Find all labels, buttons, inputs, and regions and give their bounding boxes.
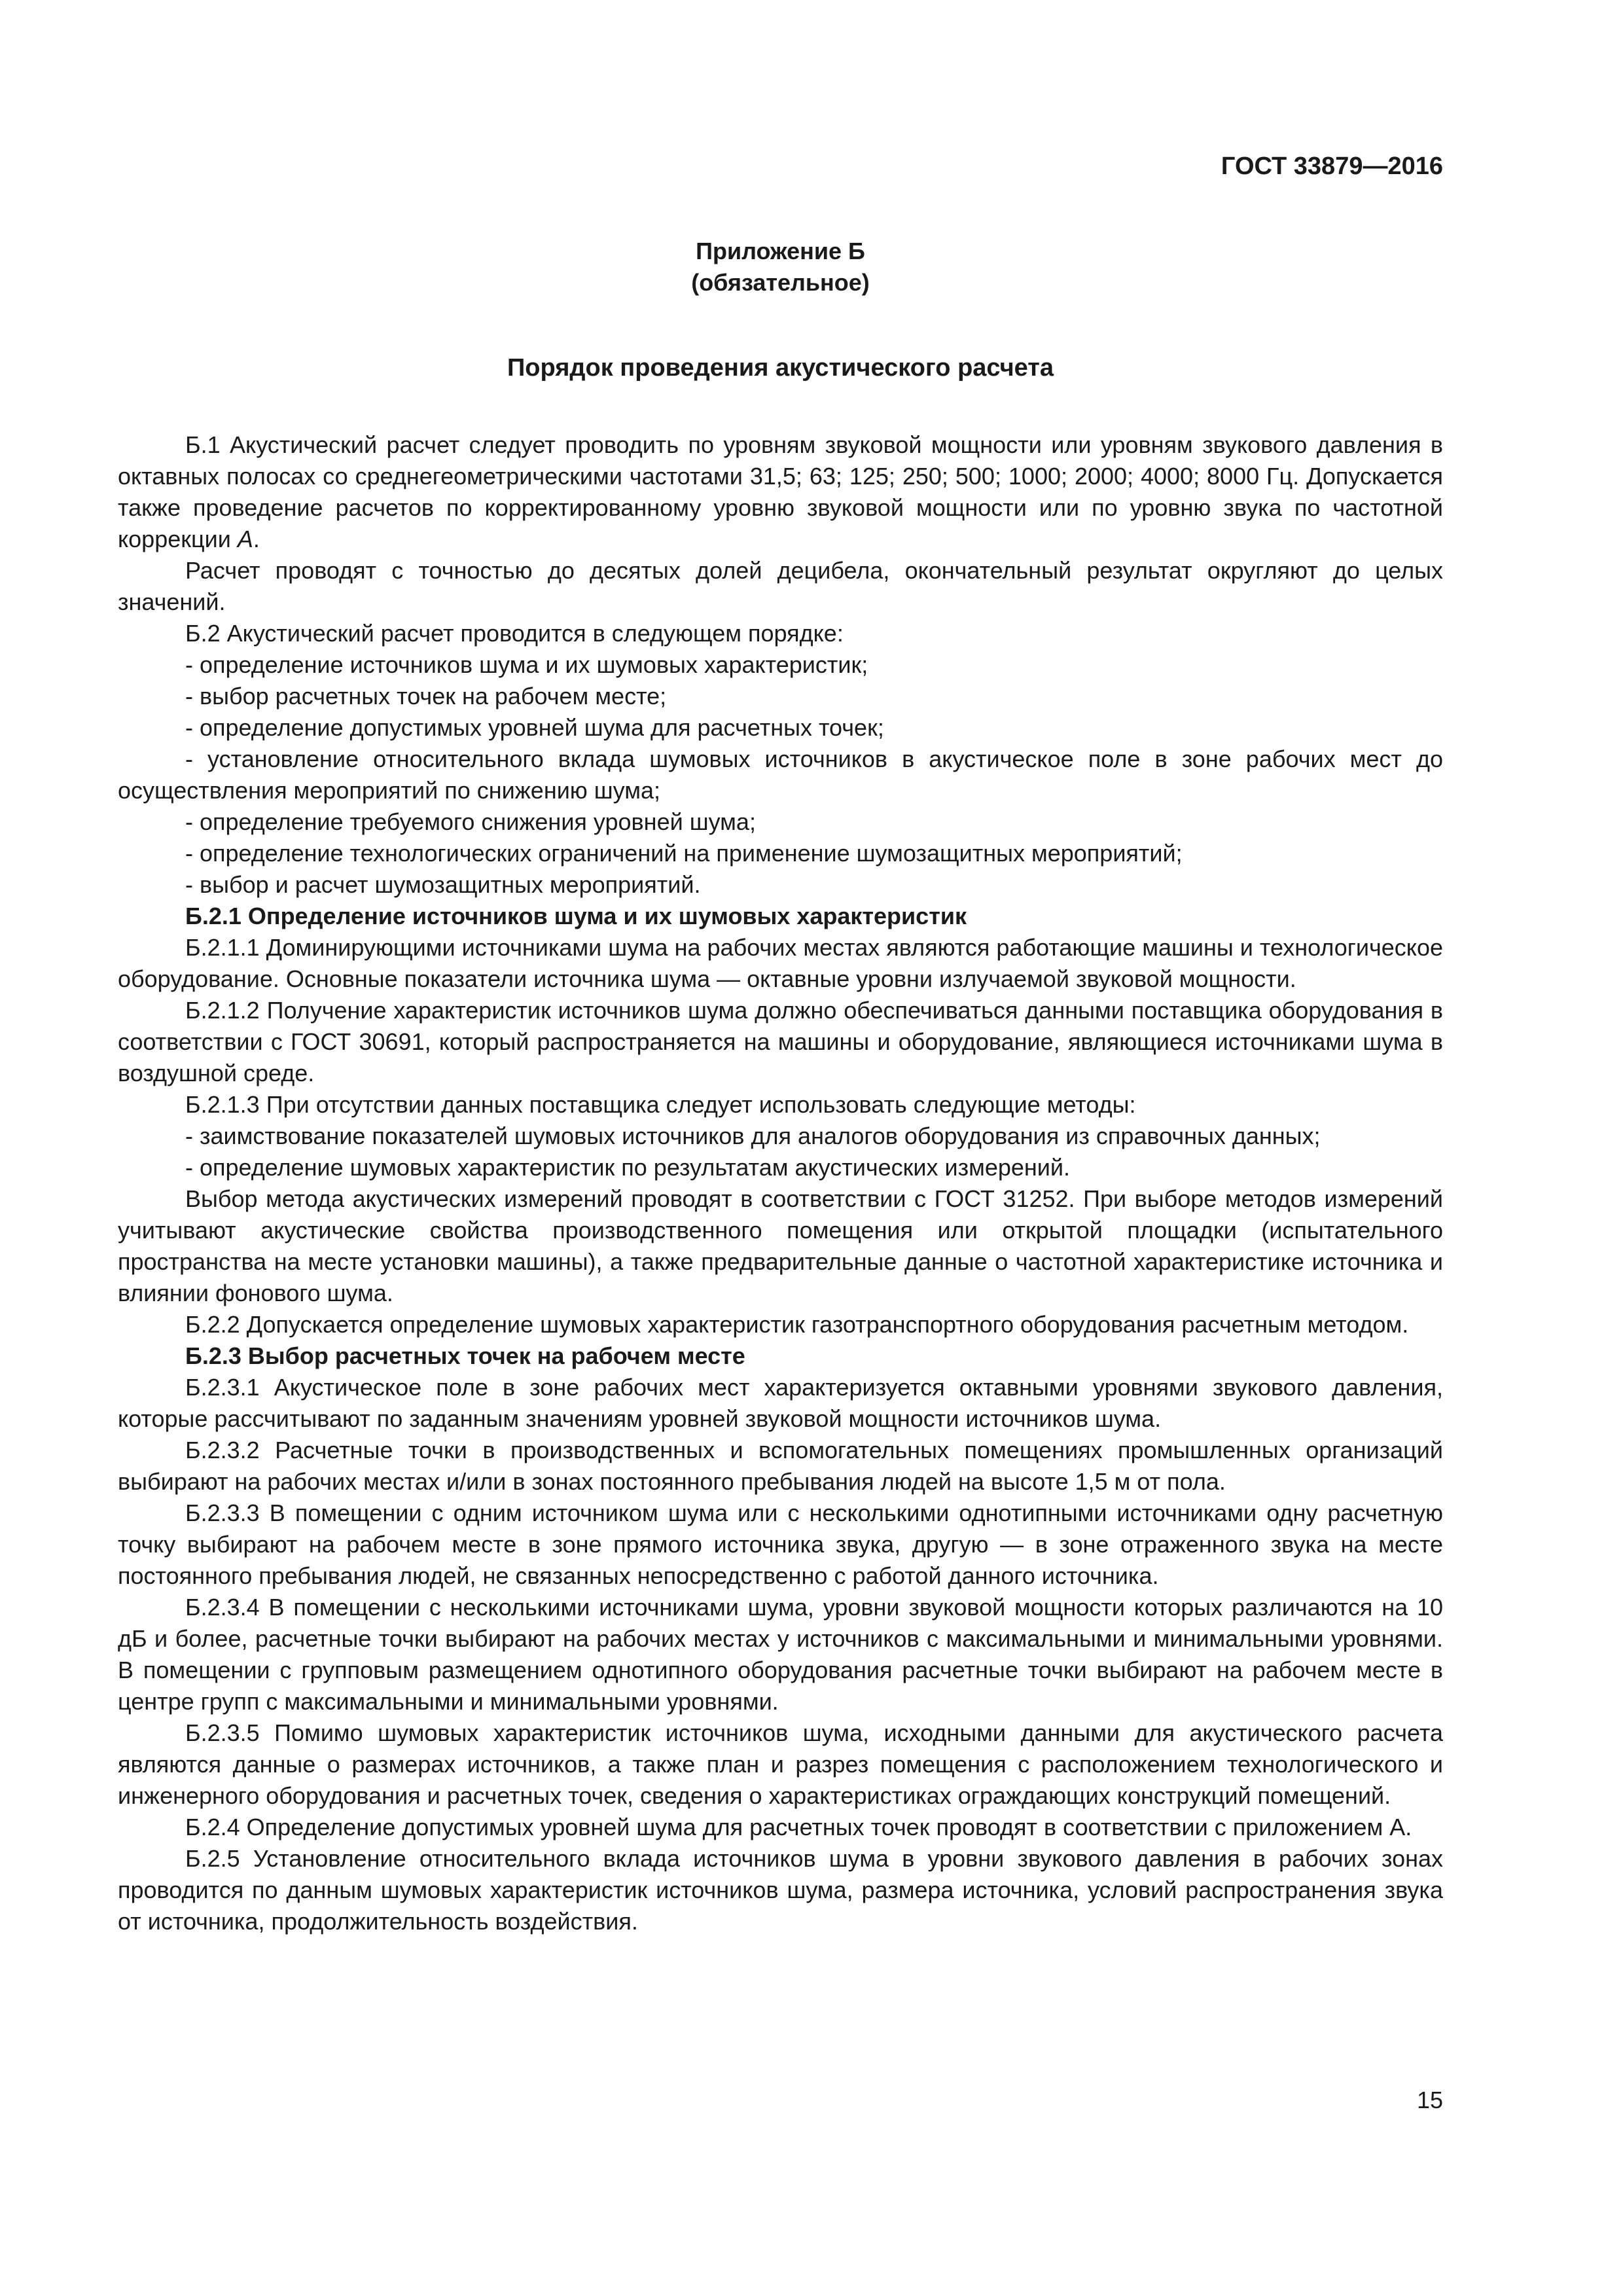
paragraph-b233: Б.2.3.3 В помещении с одним источником шума или с несколькими однотипными источниками одну расчетную точку выбирают на рабочем месте в зоне прямого источника звука, другую — в зоне отраженного звука на месте постоянного пребывания людей, не связанных непосредственно с работой данного источника.	[118, 1499, 1443, 1589]
document-id: ГОСТ 33879—2016	[1221, 152, 1443, 180]
list-item: - определение шумовых характеристик по результатам акустических измерений.	[185, 1154, 1071, 1181]
annex-heading	[118, 236, 1443, 298]
paragraph-b213: Б.2.1.3 При отсутствии данных поставщика следует использовать следующие методы:	[185, 1091, 1136, 1118]
list-item: - определение технологических ограничений на применение шумозащитных мероприятий;	[185, 840, 1183, 867]
paragraph-b24: Б.2.4 Определение допустимых уровней шума для расчетных точек проводят в соответствии с приложением А.	[185, 1814, 1412, 1840]
annex-status: (обязательное)	[691, 269, 870, 296]
list-item: - заимствование показателей шумовых источников для аналогов оборудования из справочных данных;	[185, 1122, 1321, 1149]
page-number: 15	[1416, 2087, 1443, 2113]
list-item: - определение требуемого снижения уровней шума;	[185, 808, 756, 835]
heading-b23: Б.2.3 Выбор расчетных точек на рабочем месте	[185, 1342, 745, 1369]
annex-title: Приложение Б	[696, 238, 865, 264]
list-item: - определение допустимых уровней шума для расчетных точек;	[185, 714, 884, 741]
heading-b21: Б.2.1 Определение источников шума и их шумовых характеристик	[185, 903, 967, 929]
paragraph-accuracy: Расчет проводят с точностью до десятых долей децибела, окончательный результат округляют до целых значений.	[118, 557, 1443, 615]
paragraph-b1-italic: А	[237, 526, 253, 552]
paragraph-b231: Б.2.3.1 Акустическое поле в зоне рабочих мест характеризуется октавными уровнями звукового давления, которые рассчитывают по заданным значениям уровней звуковой мощности источников шума.	[118, 1374, 1443, 1432]
section-title: Порядок проведения акустического расчета	[507, 354, 1054, 382]
paragraph-b234: Б.2.3.4 В помещении с несколькими источниками шума, уровни звуковой мощности которых различаются на 10 дБ и более, расчетные точки выбирают на рабочих местах у источников с максимальными и минимальными уровнями. В помещении с групповым размещением однотипного оборудования расчетные точки выбирают на рабочем месте в центре групп с максимальными и минимальными уровнями.	[118, 1594, 1443, 1715]
paragraph-b1	[118, 429, 1443, 555]
paragraph-b1-end: .	[253, 526, 260, 552]
list-item: - определение источников шума и их шумовых характеристик;	[185, 651, 868, 678]
paragraph-method: Выбор метода акустических измерений проводят в соответствии с ГОСТ 31252. При выборе методов измерений учитывают акустические свойства производственного помещения или открытой площадки (испытательного пространства на месте установки машины), а также предварительные данные о частотной характеристике источника и влиянии фонового шума.	[118, 1185, 1443, 1306]
paragraph-b211: Б.2.1.1 Доминирующими источниками шума на рабочих местах являются работающие машины и технологическое оборудование. Основные показатели источника шума — октавные уровни излучаемой звуковой мощности.	[118, 934, 1443, 992]
paragraph-b2: Б.2 Акустический расчет проводится в следующем порядке:	[185, 620, 844, 647]
list-item: - выбор расчетных точек на рабочем месте;	[185, 683, 667, 709]
document-body	[118, 429, 1443, 1937]
paragraph-b235: Б.2.3.5 Помимо шумовых характеристик источников шума, исходными данными для акустического расчета являются данные о размерах источников, а также план и разрез помещения с расположением технологического и инженерного оборудования и расчетных точек, сведения о характеристиках ограждающих конструкций помещений.	[118, 1719, 1443, 1809]
paragraph-b212: Б.2.1.2 Получение характеристик источников шума должно обеспечиваться данными поставщика оборудования в соответствии с ГОСТ 30691, который распространяется на машины и оборудование, являющиеся источниками шума в воздушной среде.	[118, 997, 1443, 1086]
paragraph-b232: Б.2.3.2 Расчетные точки в производственных и вспомогательных помещениях промышленных организаций выбирают на рабочих местах и/или в зонах постоянного пребывания людей на высоте 1,5 м от пола.	[118, 1437, 1443, 1495]
paragraph-b1-text: Б.1 Акустический расчет следует проводить по уровням звуковой мощности или уровням звукового давления в октавных полосах со среднегеометрическими частотами 31,5; 63; 125; 250; 500; 1000; 2000; 4000; 8000 Гц. Допускается также проведение расчетов по корректированному уровню звуковой мощности или по уровню звука по частотной коррекции	[118, 431, 1443, 552]
list-item: - выбор и расчет шумозащитных мероприятий.	[185, 871, 701, 898]
b2-list	[118, 649, 1443, 901]
paragraph-b22: Б.2.2 Допускается определение шумовых характеристик газотранспортного оборудования расчетным методом.	[185, 1311, 1409, 1338]
list-item: - установление относительного вклада шумовых источников в акустическое поле в зоне рабочих мест до осуществления мероприятий по снижению шума;	[118, 745, 1443, 804]
paragraph-b25: Б.2.5 Установление относительного вклада источников шума в уровни звукового давления в рабочих зонах проводится по данным шумовых характеристик источников шума, размера источника, условий распространения звука от источника, продолжительность воздействия.	[118, 1845, 1443, 1935]
b213-list	[118, 1121, 1443, 1183]
